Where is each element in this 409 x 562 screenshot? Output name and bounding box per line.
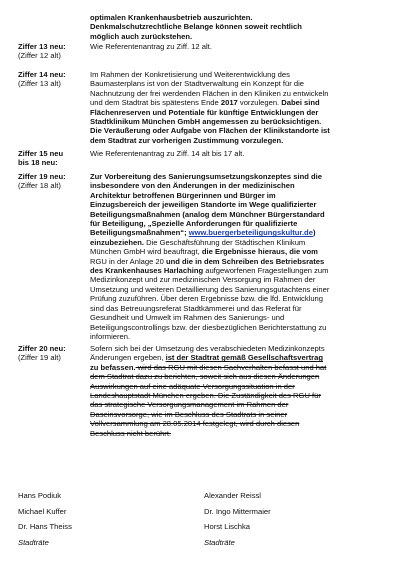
continuation-text	[90, 13, 395, 41]
continuation-line: Denkmalschutzrechtliche Belange können soweit rechtlich	[90, 22, 302, 32]
continuation-line: möglich auch zurückstehen.	[90, 31, 193, 41]
ziffer-15-label: Ziffer 15 neu bis 18 neu:	[18, 149, 64, 168]
signer-name: Alexander Reissl	[204, 491, 261, 500]
signatures-left	[18, 488, 72, 550]
ziffer-20-text: Sofern sich bei der Umsetzung des verabschiedeten Medizinkonzepts Änderungen ergeben, ist der Stadtrat gemäß Gesellschaftsvertrag zu befassen. wird das RGU mit diesen Sachverhalten befasst und hat dem Stadtrat dazu zu berichten, soweit sich aus diesen Änderungen Auswirkungen auf eine adäquate Versorgungssituation in der Landeshauptstadt München ergeben. Die Zuständigkeit des RGU für das strategische Versorgungsmanagement im Rahmen der Daseinsvorsorge, wie im Beschluss des Stadtrats in seiner Vollversammlung am 28.05.2014 festgelegt, wird durch diesen Beschluss nicht berührt.	[90, 344, 327, 438]
ziffer-19-text: Zur Vorbereitung des Sanierungsumsetzungskonzeptes sind die insbesondere von den Änderungen in der medizinischen Architektur betroffenen Bürgerinnen und Bürger im Einzugsbereich der jeweiligen Standorte im Wege qualifizierter Beteiligungsmaßnahmen (analog dem Münchner Bürgerstandard für Beteiligung, „Spezielle Anforderungen für qualifizierte Beteiligungsmaßnahmen“; www.buergerbeteiligungskultur.de) einzubeziehen. Die Geschäftsführung der Städtischen Klinikum München GmbH wird beauftragt, die Ergebnisse hieraus, die vom RGU in der Anlage 20 und die in dem Schreiben des Betriebsrates des Krankenhauses Harlaching aufgeworfenen Fragestellungen zum Medizinkonzept und zur medizinischen Versorgung im Rahmen der Umsetzung und weiteren Detaillierung des Sanierungsgutachtens einer Prüfung zuzuführen. Über deren Ergebnisse bzw. die lfd. Entwicklung sind das Betreuungsreferat Stadtkämmerei und das Referat für Gesundheit und Umwelt im Rahmen des Sanierungs- und Beteiligungscontrollings bzw. der diesbezüglichen Berichterstattung zu informieren.	[90, 172, 330, 341]
ziffer-19-label: Ziffer 19 neu: (Ziffer 18 alt)	[18, 172, 66, 191]
signer-name: Horst Lischka	[204, 522, 251, 531]
ziffer-13-label: Ziffer 13 neu: (Ziffer 12 alt)	[18, 42, 66, 61]
signer-name: Hans Podiuk	[18, 491, 62, 500]
signer-role: Stadträte	[18, 537, 49, 547]
beteiligung-link[interactable]: www.buergerbeteiligungskultur.de	[188, 228, 313, 238]
signer-role: Stadträte	[204, 537, 235, 547]
ziffer-20-label: Ziffer 20 neu: (Ziffer 19 alt)	[18, 344, 66, 363]
signer-name: Dr. Hans Theiss	[18, 522, 72, 531]
ziffer-14-label: Ziffer 14 neu: (Ziffer 13 alt)	[18, 70, 66, 89]
signer-name: Michael Kuffer	[18, 506, 67, 516]
ziffer-15-text: Wie Referentenantrag zu Ziff. 14 alt bis 17 alt.	[90, 149, 245, 158]
signatures-right	[204, 488, 271, 550]
continuation-line: optimalen Krankenhausbetrieb auszurichten.	[90, 13, 253, 22]
signer-name: Dr. Ingo Mittermaier	[204, 506, 271, 516]
ziffer-14-text: Im Rahmen der Konkretisierung und Weiterentwicklung des Baumasterplans ist von der Stadtverwaltung ein Konzept für die Nachnutzung der frei werdenden Flächen in den Kliniken zu entwickeln und dem Stadtrat bis spätestens Ende 2017 vorzulegen. Dabei sind Flächenreserven und Potentiale für künftige Entwicklungen der Stadtklinikum München GmbH angemessen zu berücksichtigen. Die Veräußerung oder Aufgabe von Flächen der Klinikstandorte ist dem Stadtrat zur vorherigen Zustimmung vorzulegen.	[90, 70, 330, 145]
ziffer-13-text: Wie Referentenantrag zu Ziff. 12 alt.	[90, 42, 212, 51]
